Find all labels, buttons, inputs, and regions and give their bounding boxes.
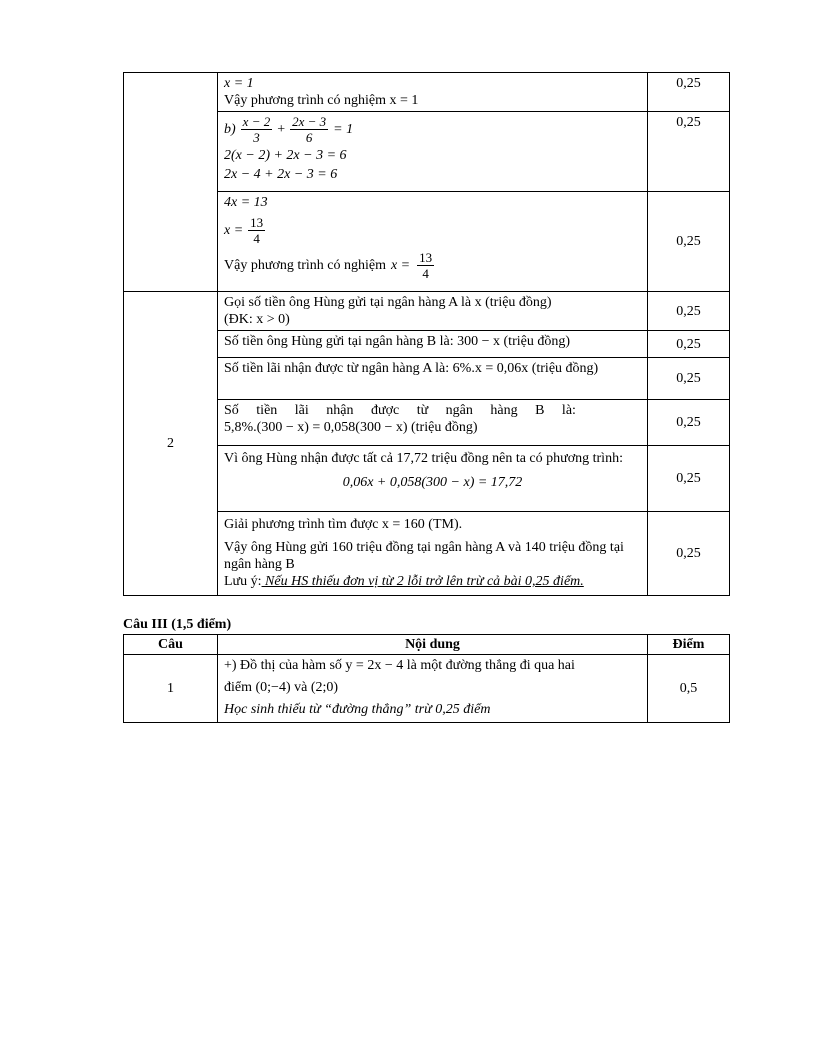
content-line: Gọi số tiền ông Hùng gửi tại ngân hàng A là x (triệu đồng) bbox=[224, 295, 552, 310]
solution-line: 2(x − 2) + 2x − 3 = 6 bbox=[224, 148, 347, 163]
score-cell: 0,25 bbox=[648, 400, 730, 446]
frac-numerator: x − 2 bbox=[242, 114, 271, 129]
content-line: Vì ông Hùng nhận được tất cả 17,72 triệu đồng nên ta có phương trình: bbox=[224, 451, 623, 466]
content-cell bbox=[218, 73, 648, 112]
content-cell bbox=[218, 655, 648, 723]
question-cell-empty bbox=[124, 73, 218, 292]
score-cell: 0,5 bbox=[648, 655, 730, 723]
score-cell: 0,25 bbox=[648, 73, 730, 112]
table-row bbox=[124, 655, 730, 723]
note-label: Lưu ý: bbox=[224, 574, 262, 589]
solution-line: 2x − 4 + 2x − 3 = 6 bbox=[224, 167, 338, 182]
fraction bbox=[248, 215, 265, 246]
x-eq-label: x = bbox=[224, 223, 244, 238]
score-cell: 0,25 bbox=[648, 358, 730, 400]
conclusion bbox=[224, 250, 641, 281]
table-row bbox=[124, 292, 730, 331]
header-row bbox=[124, 635, 730, 655]
answer-table-1 bbox=[123, 72, 730, 596]
question-number: 2 bbox=[124, 292, 218, 596]
score-cell: 0,25 bbox=[648, 292, 730, 331]
content-line: Số tiền lãi nhận được từ ngân hàng B là: bbox=[224, 403, 576, 418]
section-title: Câu III (1,5 điểm) bbox=[123, 617, 232, 632]
frac-denominator: 6 bbox=[305, 130, 313, 145]
x-eq-label: x = bbox=[390, 258, 411, 273]
content-line: Số tiền lãi nhận được từ ngân hàng A là: 6%.x = 0,06x (triệu đồng) bbox=[224, 361, 599, 376]
fraction bbox=[417, 250, 434, 281]
eq-rhs: = 1 bbox=[333, 122, 354, 137]
content-cell bbox=[218, 446, 648, 512]
frac-numerator: 2x − 3 bbox=[292, 114, 327, 129]
frac-denominator: 4 bbox=[253, 231, 260, 246]
solution-line: x = 1 bbox=[224, 76, 254, 91]
content-cell bbox=[218, 112, 648, 192]
answer-table-3 bbox=[123, 634, 730, 723]
score-cell: 0,25 bbox=[648, 192, 730, 292]
x-equation bbox=[224, 215, 641, 246]
note-text: Nếu HS thiếu đơn vị từ 2 lỗi trở lên trừ cả bài 0,25 điểm. bbox=[261, 574, 584, 589]
equation-b bbox=[224, 114, 641, 145]
content-cell bbox=[218, 192, 648, 292]
content-line: (ĐK: x > 0) bbox=[224, 312, 290, 327]
note-line: Học sinh thiếu từ “đường thẳng” trừ 0,25 điểm bbox=[224, 702, 491, 717]
content-line: 5,8%.(300 − x) = 0,058(300 − x) (triệu đồng) bbox=[224, 420, 478, 435]
equation-line: 0,06x + 0,058(300 − x) = 17,72 bbox=[342, 475, 523, 490]
solution-line: 4x = 13 bbox=[224, 195, 268, 210]
content-cell bbox=[218, 331, 648, 358]
frac-numerator: 13 bbox=[419, 250, 433, 265]
content-cell bbox=[218, 358, 648, 400]
header-noi-dung: Nội dung bbox=[218, 635, 648, 655]
content-cell bbox=[218, 512, 648, 596]
score-cell: 0,25 bbox=[648, 112, 730, 192]
conclusion-text: Vậy phương trình có nghiệm bbox=[224, 258, 386, 273]
content-line: điểm (0;−4) và (2;0) bbox=[224, 680, 339, 695]
score-cell: 0,25 bbox=[648, 331, 730, 358]
content-line: Giải phương trình tìm được x = 160 (TM). bbox=[224, 517, 463, 532]
content-line: +) Đồ thị của hàm số y = 2x − 4 là một đường thẳng đi qua hai bbox=[224, 658, 575, 673]
content-cell bbox=[218, 400, 648, 446]
content-cell bbox=[218, 292, 648, 331]
solution-line: Vậy phương trình có nghiệm x = 1 bbox=[224, 93, 419, 108]
score-cell: 0,25 bbox=[648, 446, 730, 512]
table-part3 bbox=[123, 634, 730, 723]
frac-numerator: 13 bbox=[250, 215, 264, 230]
frac-denominator: 4 bbox=[422, 266, 429, 281]
header-cau: Câu bbox=[124, 635, 218, 655]
header-diem: Điểm bbox=[648, 635, 730, 655]
content-line: Số tiền ông Hùng gửi tại ngân hàng B là: 300 − x (triệu đồng) bbox=[224, 334, 570, 349]
plus-sign: + bbox=[277, 122, 286, 137]
table-row bbox=[124, 73, 730, 112]
content-line: Vậy ông Hùng gửi 160 triệu đồng tại ngân hàng A và 140 triệu đồng tại ngân hàng B bbox=[224, 540, 624, 572]
frac-denominator: 3 bbox=[253, 130, 260, 145]
question-number: 1 bbox=[124, 655, 218, 723]
fraction bbox=[241, 114, 273, 145]
fraction bbox=[290, 114, 328, 145]
note-line bbox=[224, 573, 641, 590]
score-cell: 0,25 bbox=[648, 512, 730, 596]
eq-label: b) bbox=[224, 122, 236, 137]
table-part1 bbox=[123, 72, 730, 596]
